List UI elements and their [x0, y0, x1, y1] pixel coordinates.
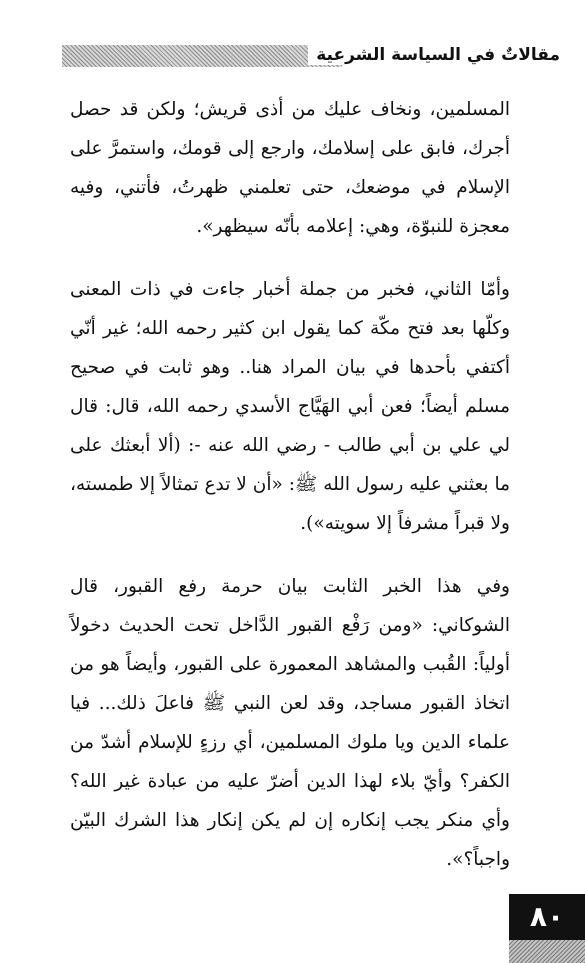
book-title: مقالاتٌ في السياسة الشرعية: [308, 45, 564, 65]
paragraph: وأمّا الثاني، فخبر من جملة أخبار جاءت في ذات المعنى وكلّها بعد فتح مكّة كما يقول ابن كثير رحمه الله؛ غير أنّي أكتفي بأحدها في بيان المراد هنا.. وهو ثابت في صحيح مسلم أيضاً؛ فعن أبي الهَيَّاج الأسدي رحمه الله، قال: قال لي علي بن أبي طالب - رضي الله عنه -: (ألا أبعثك على ما بعثني عليه رسول الله ﷺ: «أن لا تدع تمثالاً إلا طمسته، ولا قبراً مشرفاً إلا سويته»).: [70, 279, 510, 534]
running-header: [62, 40, 574, 74]
paragraph: وفي هذا الخبر الثابت بيان حرمة رفع القبور، قال الشوكاني: «ومن رَفْع القبور الدَّاخل تحت الحديث دخولاً أولياً: القُبب والمشاهد المعمورة على القبور، وأيضاً هو من اتخاذ القبور مساجد، وقد لعن النبي ﷺ فاعلَ ذلك... فيا علماء الدين ويا ملوك المسلمين، أي رزءٍ للإسلام أشدّ من الكفر؟ وأيّ بلاء لهذا الدين أضرّ عليه من عبادة غير الله؟ وأي منكر يجب إنكاره إن لم يكن إنكار هذا الشرك البيّن واجباً؟».: [70, 576, 510, 870]
paragraph: المسلمين، ونخاف عليك من أذى قريش؛ ولكن قد حصل أجرك، فابق على إسلامك، وارجع إلى قومك، واستمرَّ على الإسلام في موضعك، حتى تعلمني ظهرتُ، فأتني، وفيه معجزة للنبوّة، وهي: إعلامه بأنّه سيظهر».: [70, 99, 510, 237]
page-number: ٨٠: [509, 894, 585, 940]
header-decorative-band: [62, 45, 342, 67]
page-body: [70, 90, 510, 879]
